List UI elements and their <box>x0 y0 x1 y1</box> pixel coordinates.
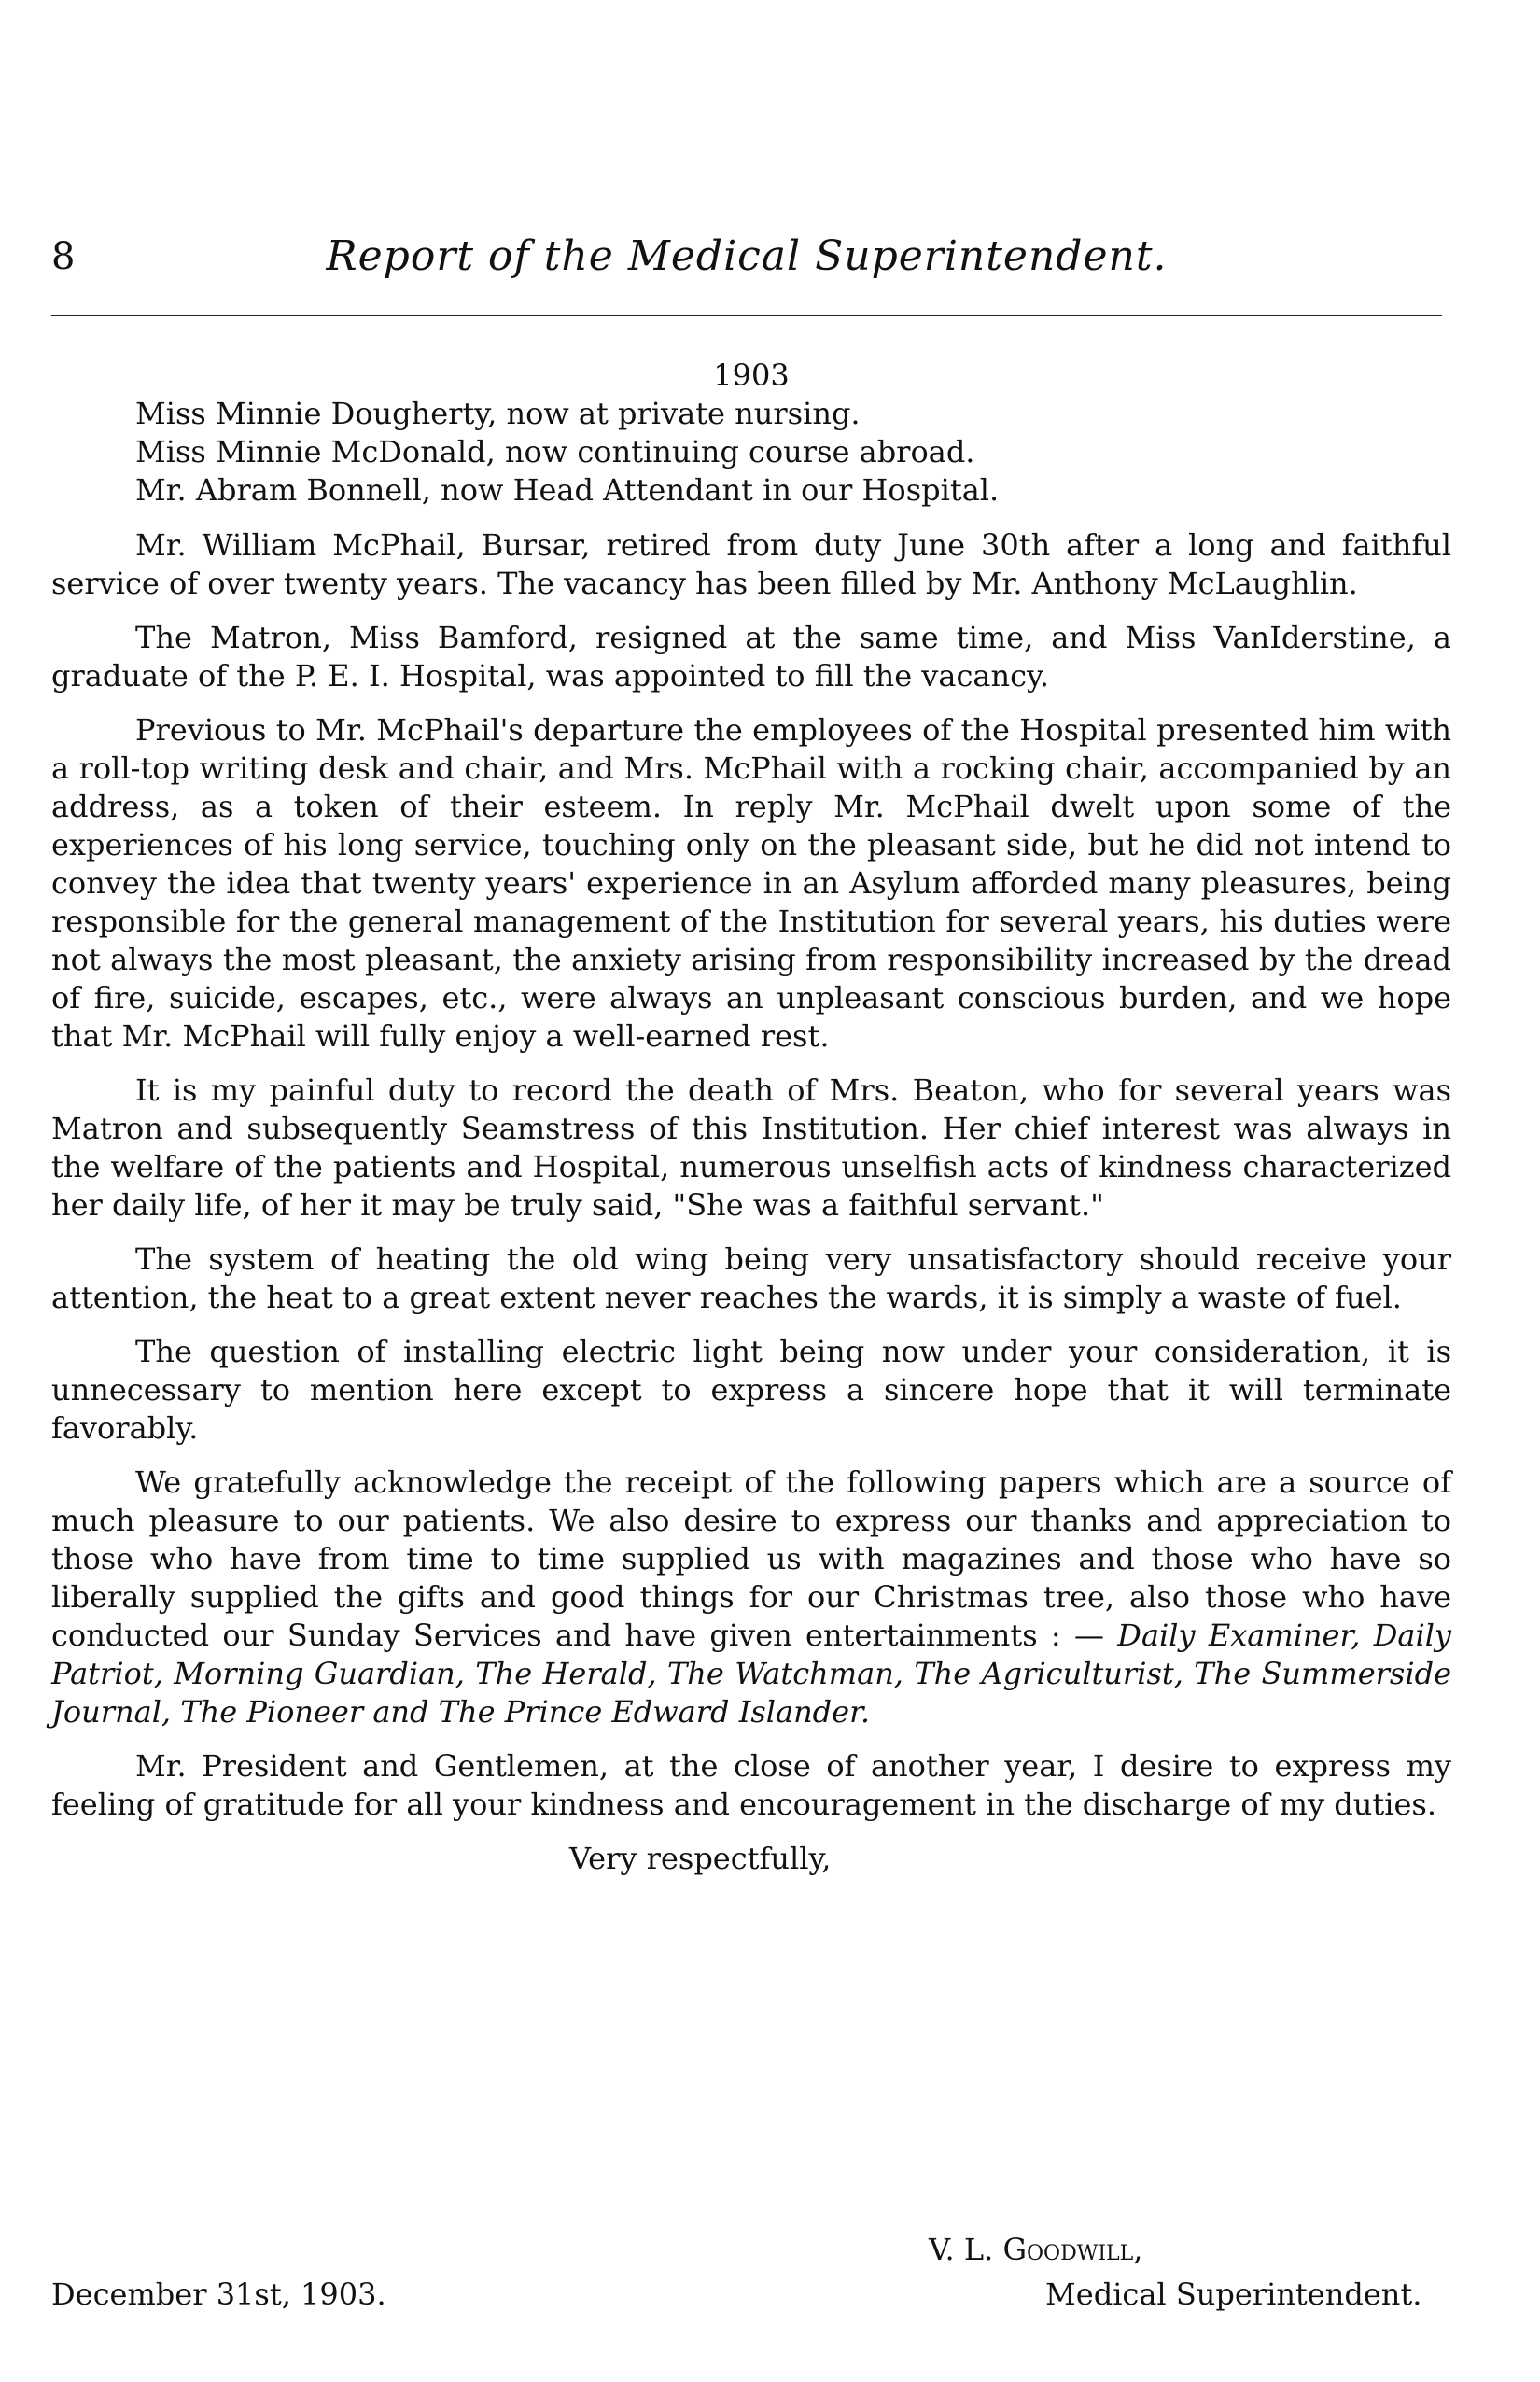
papers-intro: We gratefully acknowledge the receipt of the following papers which are a source of much pleasure to our patients. We also desire to express our thanks and appreciation to those who have from time to time supplied us with magazines and those who have so liberally supplied the gifts and good things for our Christmas tree, also those who have conducted our Sunday Services and have given entertainments : — <box>51 1464 1451 1653</box>
running-title: Report of the Medical Superintendent. <box>326 232 1168 280</box>
paragraph-papers <box>51 1464 1451 1731</box>
paragraph-matron: The Matron, Miss Bamford, resigned at the same time, and Miss VanIderstine, a graduate of the P. E. I. Hospital, was appointed to fill the vacancy. <box>51 620 1451 694</box>
signature-block <box>51 2231 1451 2333</box>
staff-list-item: Miss Minnie McDonald, now continuing course abroad. <box>135 434 975 469</box>
document-body <box>51 357 1451 1878</box>
year-heading: 1903 <box>713 357 790 393</box>
staff-list <box>51 395 1451 510</box>
closing-salutation: Very respectfully, <box>569 1841 832 1876</box>
paragraph-obituary: It is my painful duty to record the death of Mrs. Beaton, who for several years was Matron and subsequently Seamstress of this Institution. Her chief interest was always in the welfare of the patients and Hospital, numerous unselfish acts of kindness characterized her daily life, of her it may be truly said, "She was a faithful servant." <box>51 1072 1451 1223</box>
paragraph-heating: The system of heating the old wing being very unsatisfactory should receive your attention, the heat to a great extent never reaches the wards, it is simply a waste of fuel. <box>51 1241 1451 1315</box>
signature-date: December 31st, 1903. <box>51 2277 386 2312</box>
paragraph-electric-light: The question of installing electric light being now under your consideration, it is unnecessary to mention here except to express a sincere hope that it will terminate favorably. <box>51 1334 1451 1446</box>
header-rule <box>51 315 1442 316</box>
page-number: 8 <box>51 235 76 278</box>
paragraph-final: Mr. President and Gentlemen, at the close of another year, I desire to express my feeling of gratitude for all your kindness and encouragement in the discharge of my duties. <box>51 1748 1451 1822</box>
paragraph-presentation: Previous to Mr. McPhail's departure the employees of the Hospital presented him with a roll-top writing desk and chair, and Mrs. McPhail with a rocking chair, accompanied by an address, as a token of their esteem. In reply Mr. McPhail dwelt upon some of the experiences of his long service, touching only on the pleasant side, but he did not intend to convey the idea that twenty years' experience in an Asylum afforded many pleasures, being responsible for the general management of the Institution for several years, his duties were not always the most pleasant, the anxiety arising from responsibility increased by the dread of fire, suicide, escapes, etc., were always an unpleasant conscious burden, and we hope that Mr. McPhail will fully enjoy a well-earned rest. <box>51 712 1451 1054</box>
staff-list-item: Mr. Abram Bonnell, now Head Attendant in our Hospital. <box>135 472 1000 508</box>
paragraph-bursar: Mr. William McPhail, Bursar, retired from duty June 30th after a long and faithful service of over twenty years. The vacancy has been filled by Mr. Anthony McLaughlin. <box>51 527 1451 601</box>
staff-list-item: Miss Minnie Dougherty, now at private nursing. <box>135 396 861 431</box>
signature-name: V. L. Goodwill, <box>929 2232 1143 2267</box>
signature-title: Medical Superintendent. <box>1045 2277 1422 2312</box>
papers-list: Daily Examiner, Daily Patriot, Morning Guardian, The Herald, The Watchman, The Agriculturist, The Summerside Journal, The Pioneer and The Prince Edward Islander. <box>51 1618 1452 1730</box>
page-header <box>51 233 1442 299</box>
